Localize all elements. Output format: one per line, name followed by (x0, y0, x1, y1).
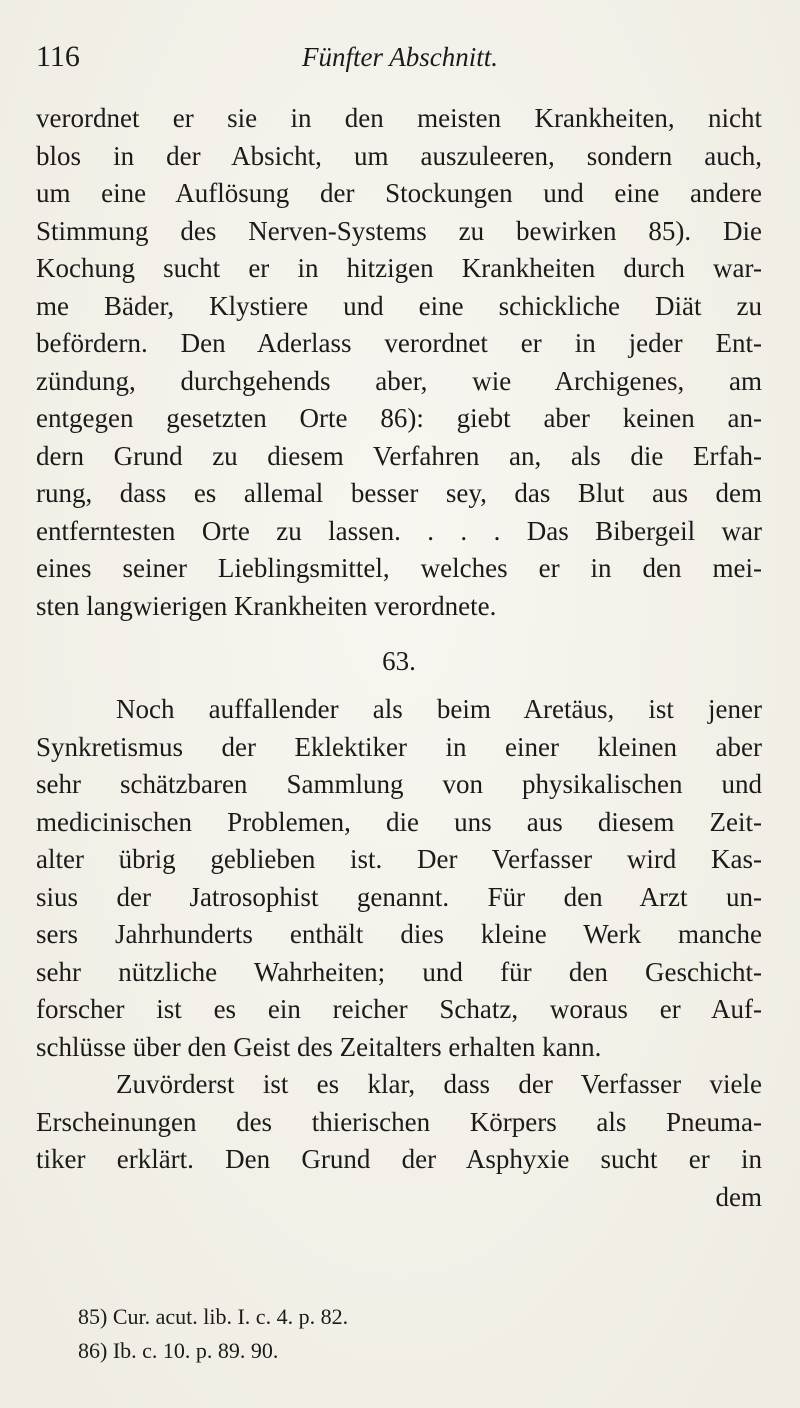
text-line: tiker erklärt. Den Grund der Asphyxie sucht er in (36, 1144, 762, 1174)
footnote-85: 85) Cur. acut. lib. I. c. 4. p. 82. (78, 1304, 349, 1329)
section-number: 63. (382, 646, 416, 676)
text-line: Noch auffallender als beim Aretäus, ist jener (116, 694, 762, 724)
page-header (36, 40, 764, 84)
text-line: Synkretismus der Eklektiker in einer kleinen aber (36, 731, 762, 762)
main-text (36, 100, 762, 1216)
footnote-86: 86) Ib. c. 10. p. 89. 90. (78, 1338, 279, 1363)
text-line: sehr schätzbaren Sammlung von physikalischen und (36, 769, 762, 799)
text-line: entferntesten Orte zu lassen. . . . Das Bibergeil war (36, 515, 762, 546)
text-line: rung, dass es allemal besser sey, das Blut aus dem (36, 478, 762, 508)
text-line: entgegen gesetzten Orte 86): giebt aber keinen an- (36, 403, 762, 433)
text-line: verordnet er sie in den meisten Krankheiten, nicht (36, 103, 762, 133)
text-line: Stimmung des Nerven-Systems zu bewirken 85). Die (36, 215, 762, 246)
text-line: alter übrig geblieben ist. Der Verfasser wird Kas- (36, 844, 762, 874)
text-line: Erscheinungen des thierischen Körpers als Pneuma- (36, 1106, 762, 1137)
text-line: sten langwierigen Krankheiten verordnete. (36, 590, 497, 621)
footnotes (78, 1300, 728, 1368)
catchword: dem (715, 1181, 762, 1212)
text-line: Zuvörderst ist es klar, dass der Verfasser viele (116, 1069, 762, 1099)
text-line: schlüsse über den Geist des Zeitalters erhalten kann. (36, 1031, 602, 1062)
running-head: Fünfter Abschnitt. (302, 42, 498, 72)
text-line: sehr nützliche Wahrheiten; und für den Geschicht- (36, 956, 762, 987)
text-line: sius der Jatrosophist genannt. Für den Arzt un- (36, 881, 762, 912)
text-line: um eine Auflösung der Stockungen und eine andere (36, 178, 762, 208)
paragraph-3 (36, 1066, 762, 1179)
text-line: Kochung sucht er in hitzigen Krankheiten durch war- (36, 253, 762, 283)
paragraph-1 (36, 100, 762, 625)
text-line: me Bäder, Klystiere und eine schickliche Diät zu (36, 290, 762, 321)
text-line: blos in der Absicht, um auszuleeren, sondern auch, (36, 140, 762, 171)
text-line: zündung, durchgehends aber, wie Archigenes, am (36, 365, 762, 396)
text-line: forscher ist es ein reicher Schatz, woraus er Auf- (36, 994, 762, 1024)
page-number: 116 (36, 40, 80, 73)
text-line: eines seiner Lieblingsmittel, welches er in den mei- (36, 553, 762, 583)
text-line: dern Grund zu diesem Verfahren an, als die Erfah- (36, 440, 762, 471)
text-line: medicinischen Problemen, die uns aus diesem Zeit- (36, 806, 762, 837)
text-line: sers Jahrhunderts enthält dies kleine Werk manche (36, 919, 762, 949)
paragraph-2 (36, 691, 762, 1066)
text-line: befördern. Den Aderlass verordnet er in jeder Ent- (36, 328, 762, 358)
